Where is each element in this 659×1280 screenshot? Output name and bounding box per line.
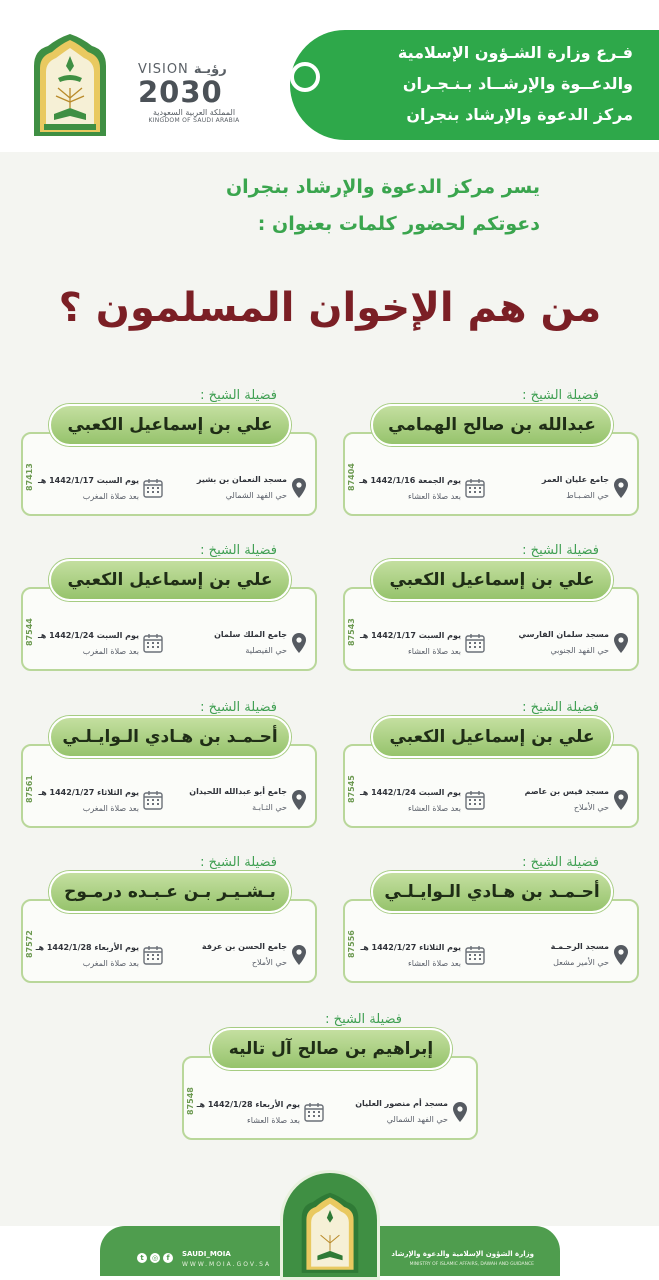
mosque-name: مسجد سلمان الفارسي	[518, 630, 609, 639]
lecture-date: يوم الثلاثاء 1442/1/27 هـ	[360, 943, 461, 952]
lecture-card	[343, 543, 639, 673]
lecture-date: يوم السبت 1442/1/17 هـ	[360, 631, 461, 640]
lecture-card	[21, 388, 317, 518]
calendar-icon	[465, 790, 485, 810]
sheikh-name: علي بن إسماعيل الكعبي	[371, 559, 613, 601]
calendar-icon	[143, 478, 163, 498]
lecture-card	[343, 388, 639, 518]
card-code: 87545	[347, 775, 356, 803]
mosque-name: جامع الحسن بن عرفة	[201, 942, 287, 951]
banner-circle-ornament	[290, 62, 320, 92]
title-line-2: والدعــوة والإرشــاد بـنـجـران	[402, 74, 633, 93]
social-handle[interactable]: SAUDI_MOIA	[182, 1250, 231, 1258]
card-code: 87548	[186, 1087, 195, 1115]
card-code: 87556	[347, 930, 356, 958]
location-pin-icon	[613, 478, 629, 498]
main-title: من هم الإخوان المسلمون ؟	[58, 285, 602, 331]
lecture-time: بعد صلاة المغرب	[82, 959, 139, 968]
calendar-icon	[465, 945, 485, 965]
location-pin-icon	[291, 790, 307, 810]
district-name: حي الأملاح	[573, 803, 609, 812]
ministry-name-en: MINISTRY OF ISLAMIC AFFAIRS, DAWAH AND GUIDANCE	[409, 1262, 534, 1267]
sheikh-label: فضيلة الشيخ :	[522, 388, 599, 403]
ministry-emblem-icon	[297, 1190, 363, 1274]
sheikh-label: فضيلة الشيخ :	[200, 855, 277, 870]
title-line-1: فـرع وزارة الشـؤون الإسلامية	[397, 43, 633, 62]
lecture-time: بعد صلاة العشاء	[408, 959, 461, 968]
vision-2030-logo	[138, 62, 250, 132]
card-code: 87572	[25, 930, 34, 958]
lecture-time: بعد صلاة المغرب	[82, 804, 139, 813]
lecture-card	[21, 700, 317, 830]
lecture-card	[182, 1012, 478, 1142]
calendar-icon	[304, 1102, 324, 1122]
lecture-time: بعد صلاة المغرب	[82, 492, 139, 501]
district-name: حي الفهد الجنوبي	[550, 646, 609, 655]
sheikh-label: فضيلة الشيخ :	[200, 388, 277, 403]
district-name: حي الفهد الشمالي	[225, 491, 287, 500]
vision-kingdom-ar: المملكة العربية السعودية	[152, 108, 236, 117]
lecture-time: بعد صلاة العشاء	[247, 1116, 300, 1125]
mosque-name: مسجد أم منصور العليان	[355, 1099, 448, 1108]
district-name: حي الفيصلية	[245, 646, 287, 655]
lecture-card	[21, 855, 317, 985]
lecture-card	[343, 700, 639, 830]
vision-latin: VISION	[138, 62, 189, 77]
card-code: 87404	[347, 463, 356, 491]
sheikh-name: علي بن إسماعيل الكعبي	[49, 404, 291, 446]
lecture-date: يوم الجمعة 1442/1/16 هـ	[359, 476, 461, 485]
lecture-date: يوم السبت 1442/1/24 هـ	[38, 631, 139, 640]
lecture-date: يوم الثلاثاء 1442/1/27 هـ	[38, 788, 139, 797]
title-banner	[290, 30, 659, 140]
card-code: 87543	[347, 618, 356, 646]
district-name: حي الفهد الشمالي	[386, 1115, 448, 1124]
sheikh-label: فضيلة الشيخ :	[522, 855, 599, 870]
vision-kingdom-en: KINGDOM OF SAUDI ARABIA	[148, 117, 240, 124]
location-pin-icon	[291, 945, 307, 965]
sheikh-label: فضيلة الشيخ :	[522, 700, 599, 715]
district-name: حي الثـابـة	[252, 803, 287, 812]
location-pin-icon	[613, 945, 629, 965]
sheikh-label: فضيلة الشيخ :	[200, 700, 277, 715]
website-link[interactable]: WWW.MOIA.GOV.SA	[182, 1261, 272, 1268]
sheikh-name: أحـمـد بن هـادي الـوايـلـي	[371, 871, 613, 913]
instagram-icon[interactable]: ◎	[151, 1254, 159, 1262]
mosque-name: جامع عليان العمر	[541, 475, 609, 484]
location-pin-icon	[613, 790, 629, 810]
mosque-name: مسجد النعمان بن بشير	[196, 475, 287, 484]
social-icons	[137, 1253, 173, 1263]
lecture-date: يوم السبت 1442/1/24 هـ	[360, 788, 461, 797]
location-pin-icon	[291, 633, 307, 653]
lecture-date: يوم السبت 1442/1/17 هـ	[38, 476, 139, 485]
mosque-name: جامع الملك سلمان	[214, 630, 287, 639]
lecture-date: يوم الأربعاء 1442/1/28 هـ	[35, 943, 139, 952]
calendar-icon	[143, 790, 163, 810]
location-pin-icon	[613, 633, 629, 653]
sheikh-name: إبراهيم بن صالح آل تاليه	[210, 1028, 452, 1070]
district-name: حي الأمير مشعل	[553, 958, 609, 967]
district-name: حي الأملاح	[251, 958, 287, 967]
facebook-icon[interactable]: f	[163, 1253, 173, 1263]
intro-line-2: دعوتكم لحضور كلمات بعنوان :	[257, 213, 540, 235]
card-code: 87413	[25, 463, 34, 491]
mosque-name: مسجد قيس بن عاصم	[524, 787, 609, 796]
lecture-time: بعد صلاة العشاء	[408, 804, 461, 813]
title-line-3: مركز الدعوة والإرشاد بنجران	[406, 105, 633, 124]
card-code: 87544	[25, 618, 34, 646]
calendar-icon	[465, 633, 485, 653]
sheikh-name: علي بن إسماعيل الكعبي	[371, 716, 613, 758]
twitter-icon[interactable]: t	[137, 1253, 147, 1263]
vision-year: 2030	[138, 75, 223, 109]
location-pin-icon	[452, 1102, 468, 1122]
sheikh-name: بـشـيـر بـن عـبـده درمـوح	[49, 871, 291, 913]
lecture-card	[21, 543, 317, 673]
vision-arabic: رؤيـة	[193, 62, 227, 77]
calendar-icon	[143, 945, 163, 965]
calendar-icon	[143, 633, 163, 653]
sheikh-name: عبدالله بن صالح الهمامي	[371, 404, 613, 446]
lecture-time: بعد صلاة العشاء	[408, 492, 461, 501]
calendar-icon	[465, 478, 485, 498]
location-pin-icon	[291, 478, 307, 498]
sheikh-name: أحـمـد بن هـادي الـوايـلـي	[49, 716, 291, 758]
card-code: 87561	[25, 775, 34, 803]
sheikh-name: علي بن إسماعيل الكعبي	[49, 559, 291, 601]
ministry-emblem-icon	[28, 32, 112, 136]
ministry-name-ar: وزارة الشؤون الإسلامية والدعوة والإرشاد	[391, 1250, 534, 1258]
sheikh-label: فضيلة الشيخ :	[325, 1012, 402, 1027]
lecture-time: بعد صلاة العشاء	[408, 647, 461, 656]
lecture-time: بعد صلاة المغرب	[82, 647, 139, 656]
sheikh-label: فضيلة الشيخ :	[522, 543, 599, 558]
sheikh-label: فضيلة الشيخ :	[200, 543, 277, 558]
lecture-date: يوم الأربعاء 1442/1/28 هـ	[196, 1100, 300, 1109]
mosque-name: جامع أبو عبدالله اللحيدان	[189, 787, 287, 796]
mosque-name: مسجد الرحـمـة	[550, 942, 609, 951]
intro-line-1: يسر مركز الدعوة والإرشاد بنجران	[225, 176, 540, 198]
lecture-card	[343, 855, 639, 985]
district-name: حي الضـبـاط	[566, 491, 609, 500]
